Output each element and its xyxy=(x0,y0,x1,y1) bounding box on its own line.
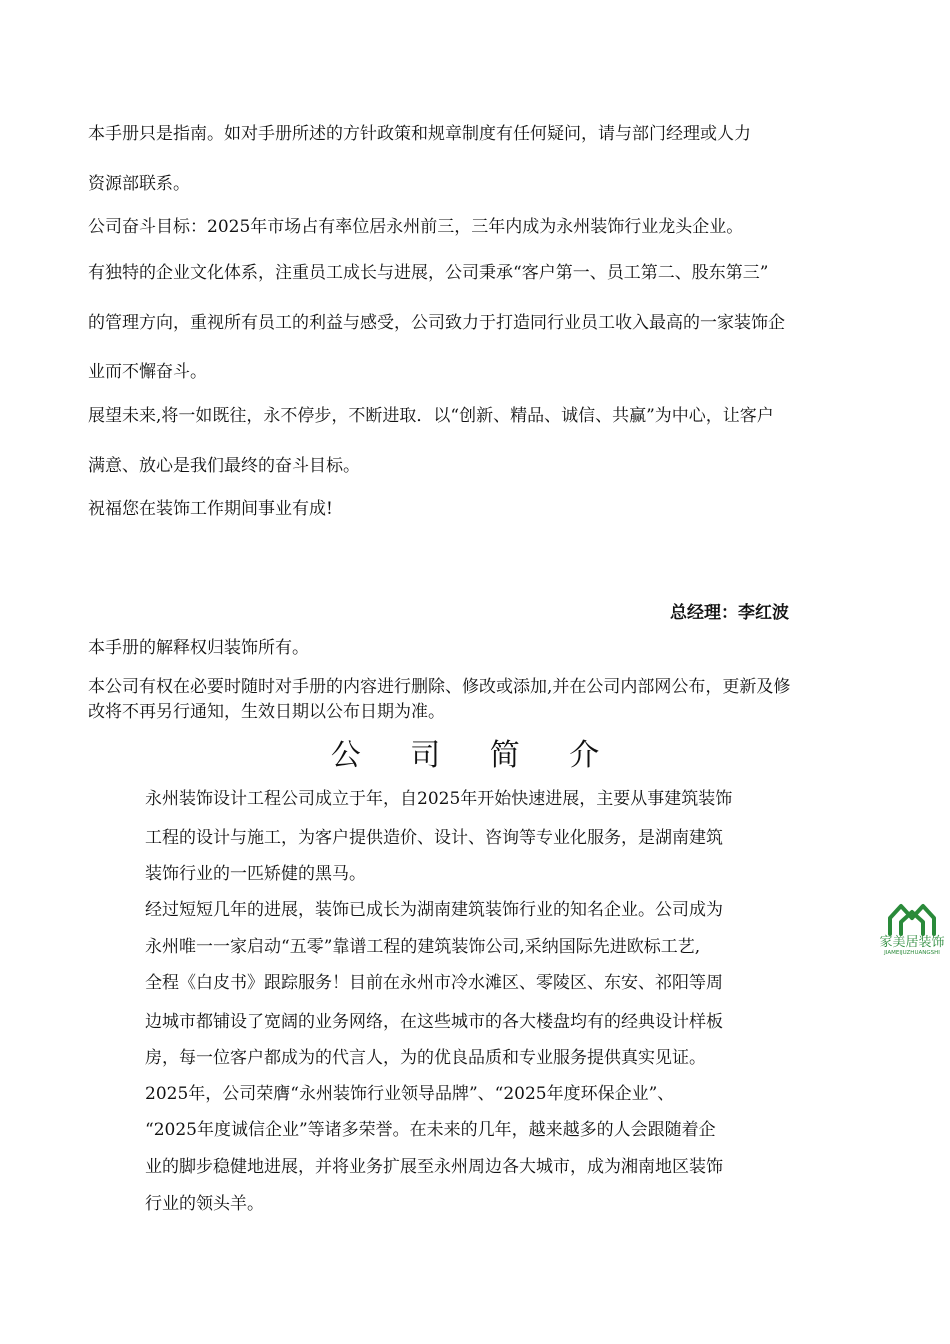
intro-line-7: 边城市都铺设了宽阔的业务网络，在这些城市的各大楼盘均有的经典设计样板 xyxy=(145,1012,723,1032)
intro-line-5: 永州唯一一家启动“五零”靠谱工程的建筑装饰公司,采纳国际先进欧标工艺, xyxy=(145,937,701,957)
intro-line-10: “2025年度诚信企业”等诸多荣誉。在未来的几年，越来越多的人会跟随着企 xyxy=(145,1120,716,1140)
handbook-line-4: 有独特的企业文化体系，注重员工成长与进展，公司秉承“客户第一、员工第二、股东第三” xyxy=(88,263,769,283)
handbook-line-9: 祝福您在装饰工作期间事业有成! xyxy=(88,499,333,519)
rights-line-3: 改将不再另行通知，生效日期以公布日期为准。 xyxy=(88,702,445,722)
handbook-line-2: 资源部联系。 xyxy=(88,174,190,194)
page-title: 公 司 简 介 xyxy=(330,738,620,773)
handbook-line-6: 业而不懈奋斗。 xyxy=(88,362,207,382)
house-logo-icon xyxy=(887,900,937,936)
handbook-line-5: 的管理方向，重视所有员工的利益与感受，公司致力于打造同行业员工收入最高的一家装饰企 xyxy=(88,313,785,333)
rights-line-1: 本手册的解释权归装饰所有。 xyxy=(88,638,309,658)
intro-line-12: 行业的领头羊。 xyxy=(145,1194,264,1214)
handbook-line-7: 展望未来,将一如既往，永不停步，不断进取．以“创新、精品、诚信、共赢”为中心，让客户 xyxy=(88,406,774,426)
handbook-line-3: 公司奋斗目标：2025年市场占有率位居永州前三，三年内成为永州装饰行业龙头企业。 xyxy=(88,217,744,237)
intro-line-4: 经过短短几年的进展，装饰已成长为湖南建筑装饰行业的知名企业。公司成为 xyxy=(145,900,723,920)
intro-line-1: 永州装饰设计工程公司成立于年，自2025年开始快速进展，主要从事建筑装饰 xyxy=(145,789,733,809)
intro-line-8: 房，每一位客户都成为的代言人，为的优良品质和专业服务提供真实见证。 xyxy=(145,1048,706,1068)
signature: 总经理：李红波 xyxy=(670,603,789,623)
logo-pinyin: JIAMEIJUZHUANGSHI xyxy=(884,950,940,956)
logo-name: 家美居装饰 xyxy=(879,935,945,950)
handbook-line-8: 满意、放心是我们最终的奋斗目标。 xyxy=(88,456,360,476)
rights-line-2: 本公司有权在必要时随时对手册的内容进行删除、修改或添加,并在公司内部网公布，更新及修 xyxy=(88,677,791,697)
intro-line-2: 工程的设计与施工，为客户提供造价、设计、咨询等专业化服务，是湖南建筑 xyxy=(145,828,723,848)
intro-line-3: 装饰行业的一匹矫健的黑马。 xyxy=(145,864,366,884)
handbook-line-1: 本手册只是指南。如对手册所述的方针政策和规章制度有任何疑问，请与部门经理或人力 xyxy=(88,124,751,144)
intro-line-11: 业的脚步稳健地进展，并将业务扩展至永州周边各大城市，成为湘南地区装饰 xyxy=(145,1157,723,1177)
intro-line-9: 2025年，公司荣膺“永州装饰行业领导品牌”、“2025年度环保企业”、 xyxy=(145,1084,675,1104)
intro-line-6: 全程《白皮书》跟踪服务！目前在永州市冷水滩区、零陵区、东安、祁阳等周 xyxy=(145,973,723,993)
company-logo xyxy=(876,900,948,966)
